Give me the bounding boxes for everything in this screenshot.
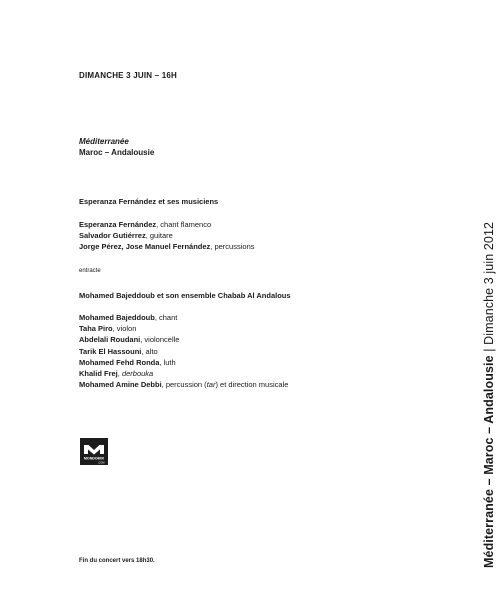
- member-name: Khalid Frej: [79, 369, 118, 379]
- mondomix-logo-icon: [80, 438, 108, 465]
- group2-members: [79, 312, 288, 390]
- member-role: , luth: [159, 357, 176, 367]
- running-title-date: Dimanche 3 juin 2012: [482, 221, 496, 345]
- member-role: , guitare: [145, 231, 173, 241]
- list-item: [79, 346, 288, 357]
- entracte-note: entracte: [79, 268, 101, 274]
- program-title-block: [79, 136, 154, 158]
- program-title: Méditerranée: [79, 137, 129, 146]
- group2-title: Mohamed Bajeddoub et son ensemble Chabab Al Andalous: [79, 291, 291, 300]
- list-item: [79, 323, 288, 334]
- running-title-separator: |: [482, 344, 496, 356]
- concert-end-note: Fin du concert vers 18h30.: [79, 558, 155, 564]
- list-item: [79, 368, 288, 379]
- member-name: Salvador Gutiérrez: [79, 231, 146, 241]
- member-name: Abdelali Roudani: [79, 335, 141, 345]
- vertical-running-title: [482, 222, 496, 568]
- member-name: Mohamed Amine Debbi: [79, 380, 162, 390]
- list-item: [79, 357, 288, 368]
- program-subtitle: Maroc – Andalousie: [79, 148, 155, 157]
- group1-members: [79, 219, 254, 253]
- member-name: Esperanza Fernández: [79, 220, 157, 229]
- list-item: [79, 241, 254, 252]
- member-name: Tarik El Hassouni: [79, 346, 142, 356]
- svg-text:MONDOMIX: MONDOMIX: [83, 456, 105, 461]
- list-item: [79, 230, 254, 241]
- member-role: , violon: [112, 324, 137, 334]
- list-item: [79, 219, 254, 230]
- svg-text:.COM: .COM: [97, 461, 105, 465]
- member-role: , percussion (tar) et direction musicale: [161, 380, 289, 390]
- group1-title: Esperanza Fernández et ses musiciens: [79, 197, 219, 206]
- member-name: Mohamed Bajeddoub: [79, 313, 155, 322]
- member-name: Taha Piro: [79, 324, 113, 334]
- running-title-bold: Méditerranée – Maroc – Andalousie: [482, 355, 496, 568]
- concert-date: DIMANCHE 3 JUIN – 16H: [79, 71, 178, 80]
- member-role: , violoncelle: [140, 335, 180, 345]
- member-name: Mohamed Fehd Ronda: [79, 357, 160, 367]
- member-role: , chant: [154, 313, 178, 322]
- member-role: , percussions: [210, 242, 255, 252]
- member-role: , alto: [141, 346, 158, 356]
- member-name: Jorge Pérez, Jose Manuel Fernández: [79, 242, 211, 252]
- member-role: , derbouka: [117, 369, 154, 379]
- list-item: [79, 334, 288, 345]
- list-item: [79, 379, 288, 390]
- member-role: , chant flamenco: [156, 220, 212, 229]
- list-item: [79, 312, 288, 323]
